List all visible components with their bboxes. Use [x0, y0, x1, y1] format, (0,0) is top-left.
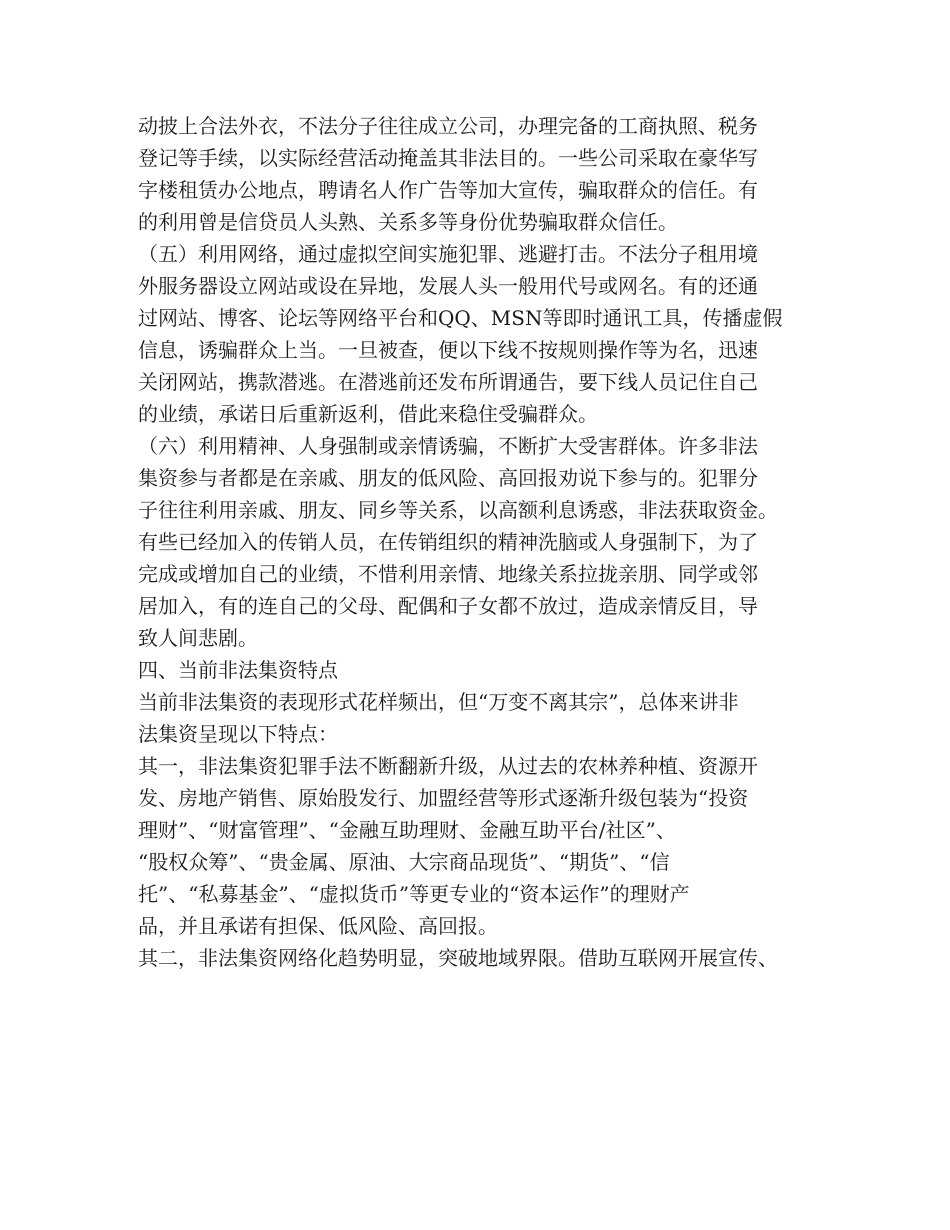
text-line: 字楼租赁办公地点，聘请名人作广告等加大宣传，骗取群众的信任。有	[138, 178, 758, 202]
text-line: 居加入，有的连自己的父母、配偶和子女都不放过，造成亲情反目，导	[138, 594, 758, 618]
text-line: 外服务器设立网站或设在异地，发展人头一般用代号或网名。有的还通	[138, 274, 758, 298]
document-body	[138, 110, 818, 974]
text-line: 当前非法集资的表现形式花样频出，但“万变不离其宗”，总体来讲非	[138, 690, 739, 714]
text-line: 的业绩，承诺日后重新返利，借此来稳住受骗群众。	[138, 402, 598, 426]
text-line: 子往往利用亲戚、朋友、同乡等关系，以高额利息诱惑，非法获取资金。	[138, 498, 778, 522]
text-line: 关闭网站，携款潜逃。在潜逃前还发布所谓通告，要下线人员记住自己	[138, 370, 758, 394]
section-heading-six: （六）利用精神、人身强制或亲情诱骗，不断扩大受害群体。许多非法	[138, 434, 758, 458]
text-line: 致人间悲剧。	[138, 626, 258, 650]
text-line: 有些已经加入的传销人员，在传销组织的精神洗脑或人身强制下，为了	[138, 530, 758, 554]
text-line: 信息，诱骗群众上当。一旦被查，便以下线不按规则操作等为名，迅速	[138, 338, 758, 362]
text-line: 集资参与者都是在亲戚、朋友的低风险、高回报劝说下参与的。犯罪分	[138, 466, 758, 490]
text-line: 的利用曾是信贷员人头熟、关系多等身份优势骗取群众信任。	[138, 210, 678, 234]
text-line: 法集资呈现以下特点：	[138, 722, 338, 746]
text-line: 其一，非法集资犯罪手法不断翻新升级，从过去的农林养种植、资源开	[138, 754, 758, 778]
text-line: “股权众筹”、“贵金属、原油、大宗商品现货”、“期货”、“信	[138, 850, 670, 874]
text-line: 登记等手续，以实际经营活动掩盖其非法目的。一些公司采取在豪华写	[138, 146, 758, 170]
text-line: 动披上合法外衣，不法分子往往成立公司，办理完备的工商执照、税务	[138, 114, 758, 138]
section-heading-five: （五）利用网络，通过虚拟空间实施犯罪、逃避打击。不法分子租用境	[138, 242, 758, 266]
text-line: 发、房地产销售、原始股发行、加盟经营等形式逐渐升级包装为“投资	[138, 786, 749, 810]
text-line: 其二，非法集资网络化趋势明显，突破地域界限。借助互联网开展宣传、	[138, 946, 778, 970]
text-line: 过网站、博客、论坛等网络平台和QQ、MSN等即时通讯工具，传播虚假	[138, 306, 783, 330]
text-line: 品，并且承诺有担保、低风险、高回报。	[138, 914, 498, 938]
text-line: 完成或增加自己的业绩，不惜利用亲情、地缘关系拉拢亲朋、同学或邻	[138, 562, 758, 586]
text-line: 托”、“私募基金”、“虚拟货币”等更专业的“资本运作”的理财产	[138, 882, 690, 906]
text-line: 理财”、“财富管理”、“金融互助理财、金融互助平台/社区”、	[138, 818, 676, 842]
section-heading-four: 四、当前非法集资特点	[138, 658, 338, 682]
